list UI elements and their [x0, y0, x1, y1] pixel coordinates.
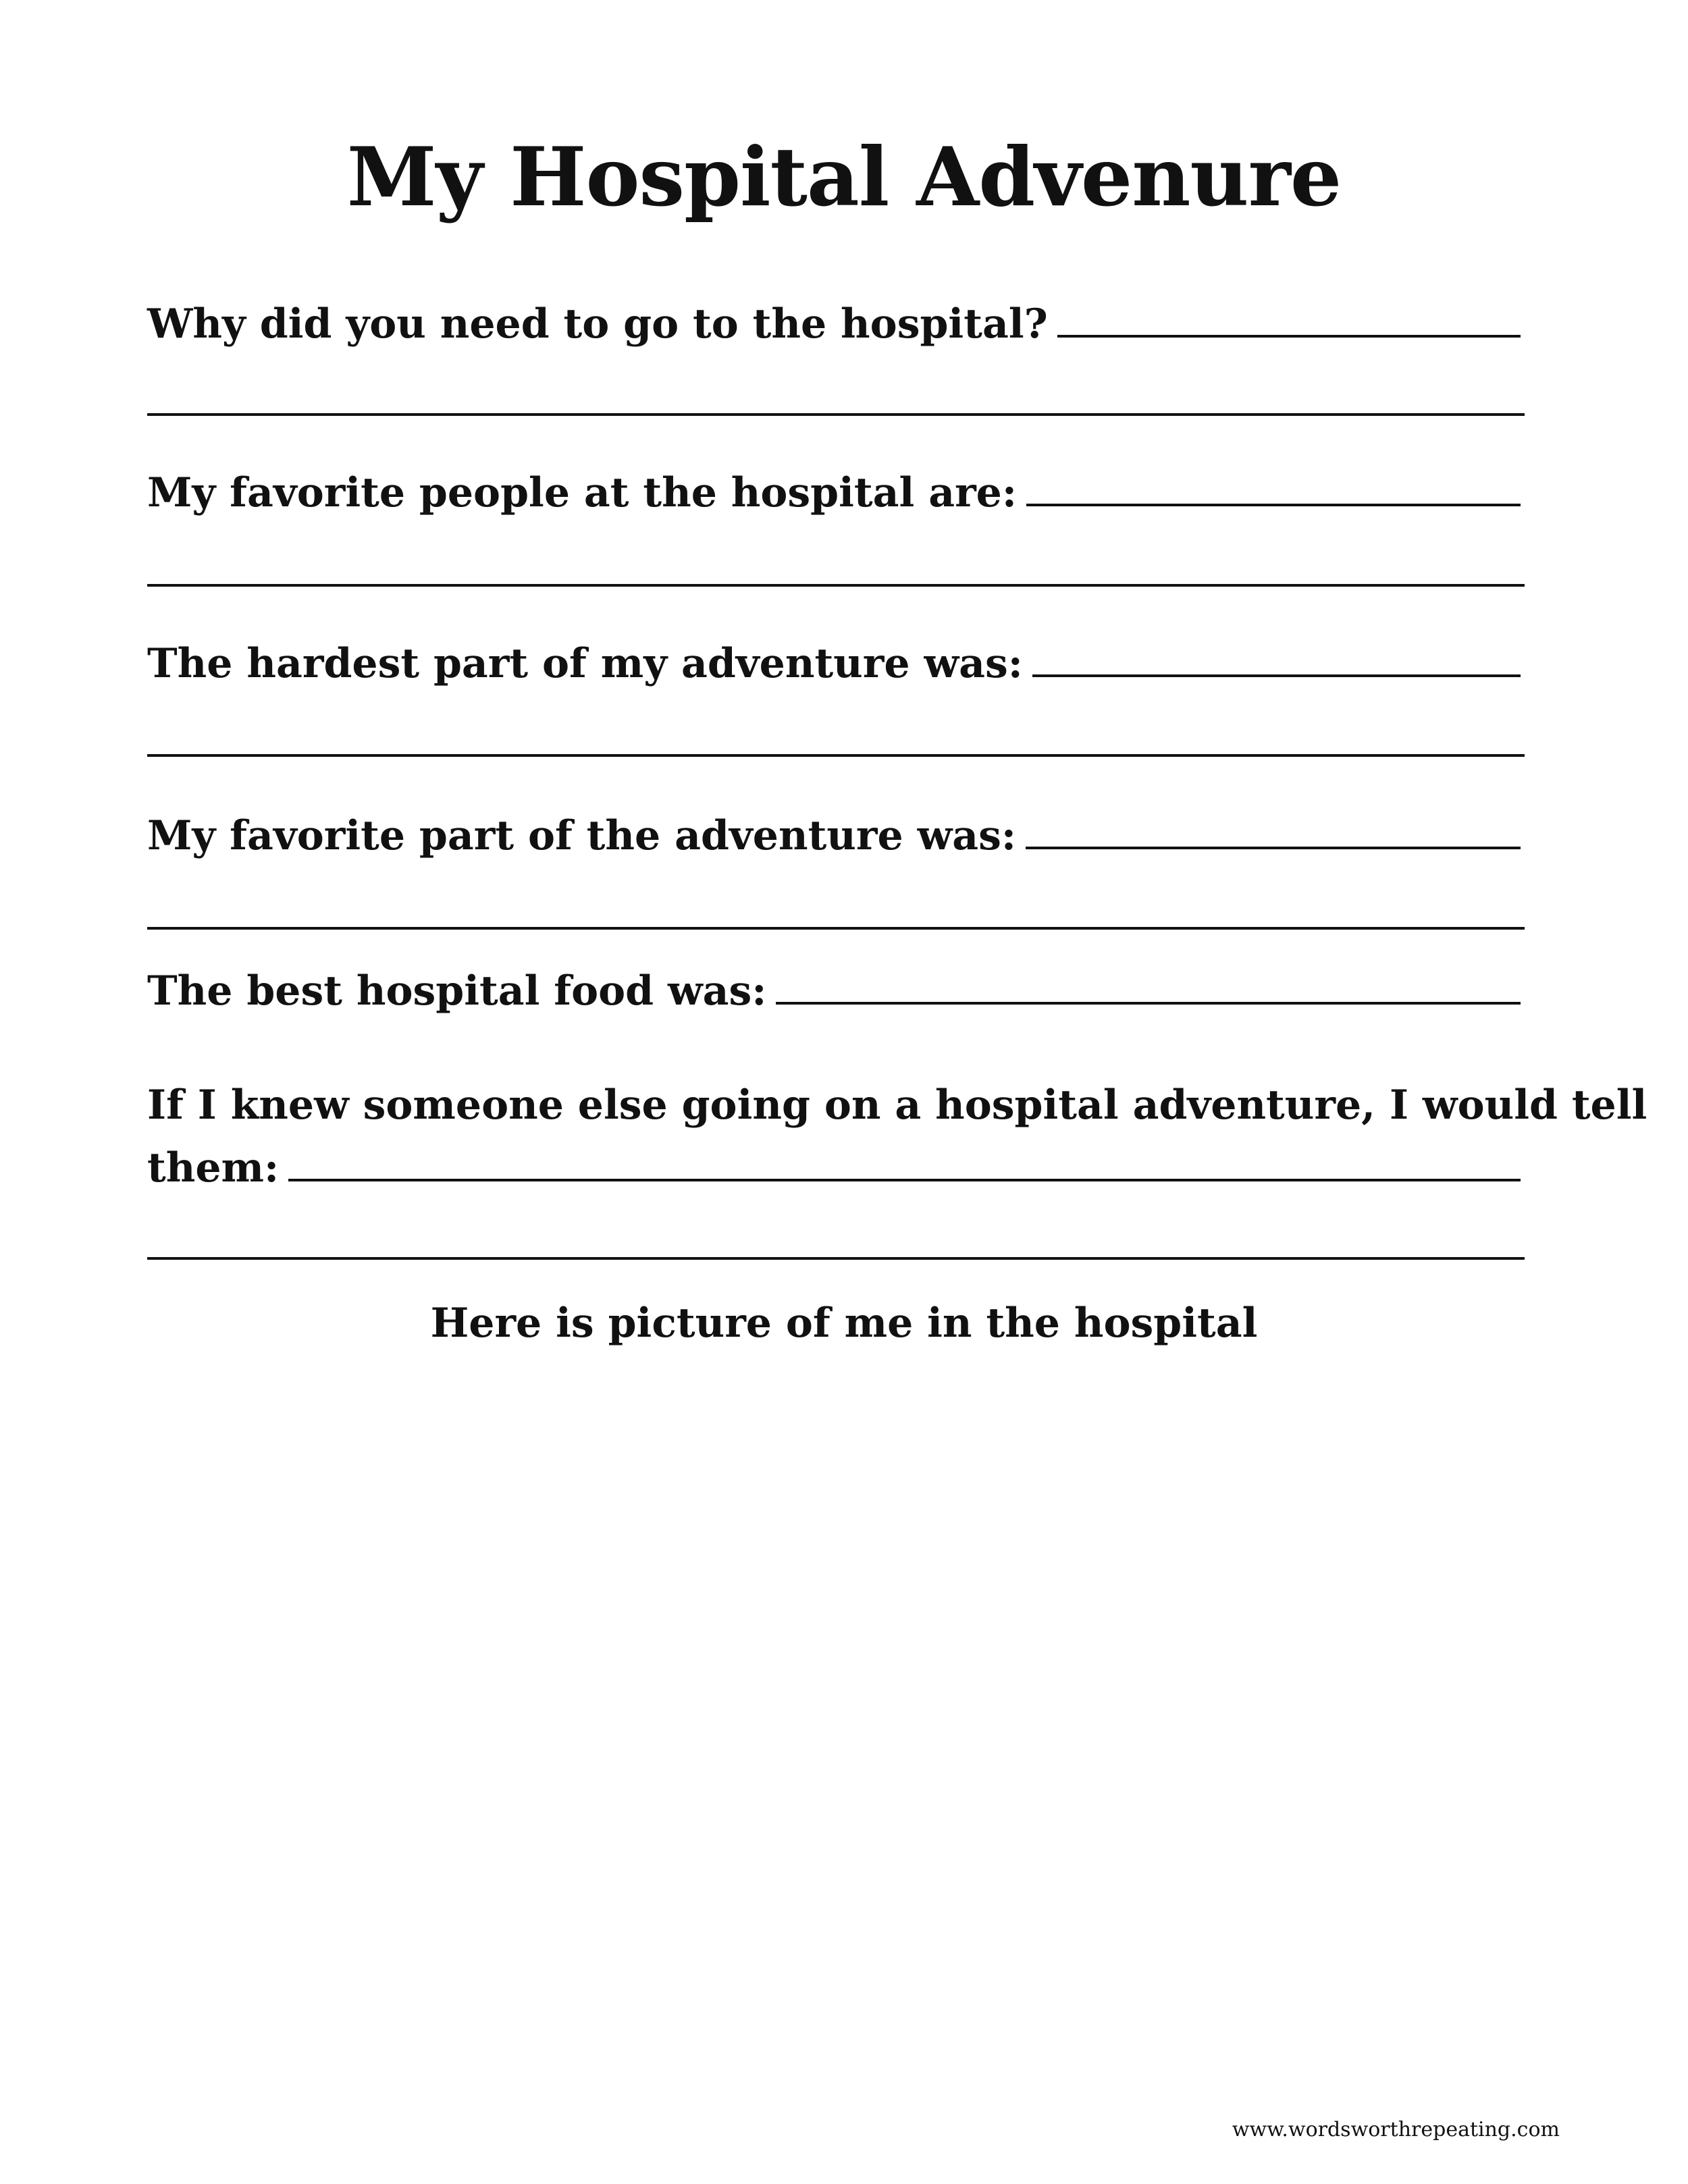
question-advice-line2 — [147, 1141, 1525, 1195]
answer-line[interactable] — [147, 1257, 1525, 1260]
question-favorite-part — [147, 809, 1525, 863]
answer-line[interactable] — [147, 413, 1525, 416]
question-best-food — [147, 964, 1525, 1018]
question-label: Why did you need to go to the hospital? — [147, 300, 1048, 348]
worksheet-title: My Hospital Advenure — [346, 130, 1342, 225]
answer-blank[interactable] — [288, 1141, 1521, 1181]
answer-line[interactable] — [147, 927, 1525, 930]
question-label: The hardest part of my adventure was: — [147, 640, 1023, 687]
question-favorite-people — [147, 466, 1525, 520]
question-label: The best hospital food was: — [147, 967, 767, 1015]
question-why-hospital — [147, 297, 1525, 351]
answer-blank[interactable] — [776, 964, 1521, 1005]
answer-blank[interactable] — [1026, 466, 1521, 506]
question-hardest-part — [147, 637, 1525, 691]
picture-caption: Here is picture of me in the hospital — [430, 1300, 1258, 1347]
answer-blank[interactable] — [1026, 809, 1521, 849]
question-label: My favorite people at the hospital are: — [147, 469, 1018, 516]
question-label: them: — [147, 1144, 280, 1192]
answer-line[interactable] — [147, 584, 1525, 587]
question-advice-line1 — [147, 1078, 1647, 1132]
question-label: If I knew someone else going on a hospital adventure, I would tell — [147, 1082, 1647, 1129]
answer-blank[interactable] — [1032, 637, 1521, 677]
question-label: My favorite part of the adventure was: — [147, 812, 1017, 859]
picture-area[interactable] — [147, 1370, 1525, 2046]
answer-line[interactable] — [147, 754, 1525, 757]
footer-website: www.wordsworthrepeating.com — [1232, 2118, 1560, 2141]
answer-blank[interactable] — [1057, 297, 1521, 338]
